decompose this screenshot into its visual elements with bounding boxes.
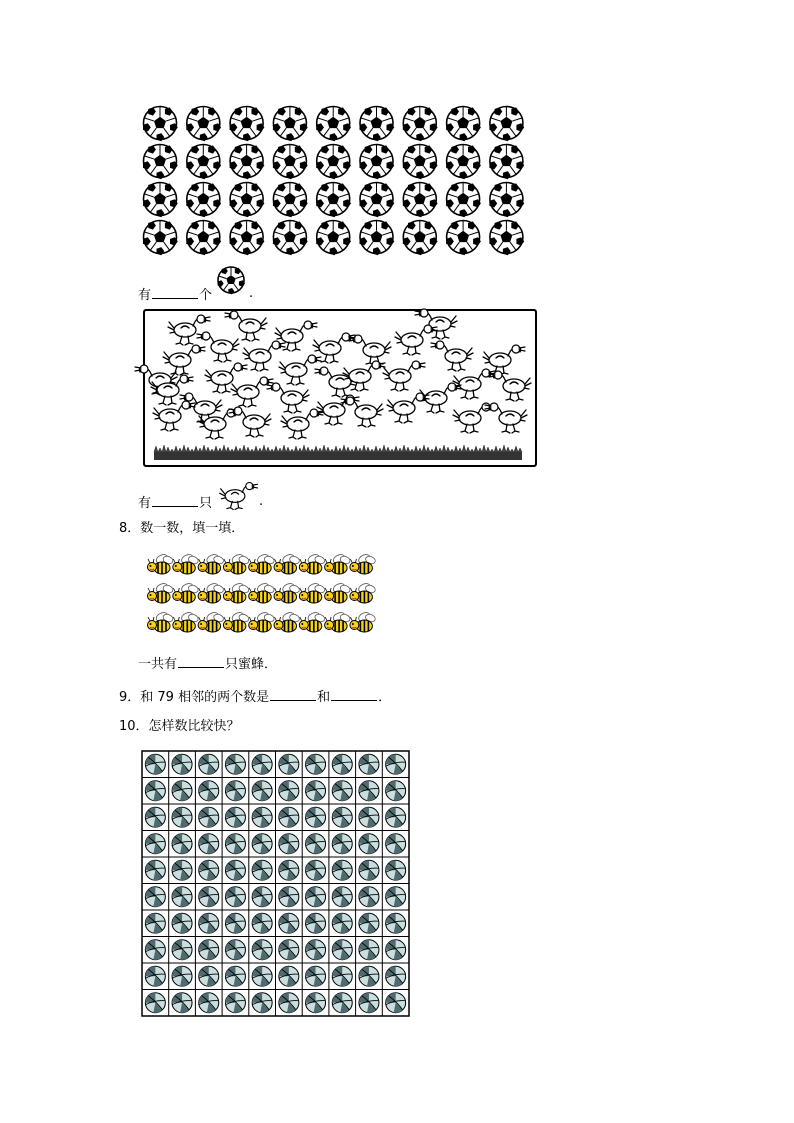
ball-icon bbox=[199, 940, 219, 960]
ball-icon bbox=[332, 966, 352, 986]
ball-icon bbox=[359, 966, 379, 986]
ball-icon bbox=[332, 913, 352, 933]
ball-icon bbox=[332, 993, 352, 1013]
ball-icon bbox=[279, 807, 299, 827]
ball-icon bbox=[172, 834, 192, 854]
ball-icon bbox=[279, 834, 299, 854]
question-10-number: 10． bbox=[119, 719, 149, 734]
ball-icon bbox=[306, 966, 326, 986]
ball-icon bbox=[386, 781, 406, 801]
ball-icon bbox=[252, 966, 272, 986]
ball-icon bbox=[279, 781, 299, 801]
ball-icon bbox=[279, 940, 299, 960]
ball-icon bbox=[199, 860, 219, 880]
ball-icon bbox=[199, 993, 219, 1013]
chick-answer-suffix: . bbox=[259, 494, 264, 509]
ball-icon bbox=[386, 754, 406, 774]
ball-icon bbox=[306, 754, 326, 774]
ball-icon bbox=[172, 754, 192, 774]
ball-icon bbox=[359, 887, 379, 907]
ball-icon bbox=[225, 807, 245, 827]
ball-icon bbox=[145, 781, 165, 801]
ball-icon bbox=[225, 781, 245, 801]
ball-icon bbox=[359, 860, 379, 880]
ball-icon bbox=[252, 940, 272, 960]
ball-icon bbox=[252, 887, 272, 907]
ball-icon bbox=[332, 834, 352, 854]
ball-icon bbox=[386, 966, 406, 986]
ball-icon bbox=[306, 807, 326, 827]
ball-icon bbox=[145, 860, 165, 880]
ball-icon bbox=[359, 754, 379, 774]
ball-icon bbox=[252, 754, 272, 774]
ball-icon bbox=[386, 913, 406, 933]
ball-icon bbox=[225, 940, 245, 960]
ball-icon bbox=[172, 781, 192, 801]
ball-icon bbox=[359, 940, 379, 960]
ball-icon bbox=[306, 834, 326, 854]
ball-icon bbox=[359, 781, 379, 801]
ball-icon bbox=[306, 993, 326, 1013]
ball-icon bbox=[172, 940, 192, 960]
ball-icon bbox=[386, 993, 406, 1013]
ball-icon bbox=[359, 834, 379, 854]
ball-icon bbox=[306, 860, 326, 880]
ball-icon bbox=[145, 940, 165, 960]
ball-icon bbox=[199, 966, 219, 986]
question-9-and: 和 bbox=[317, 690, 331, 705]
ball-icon bbox=[145, 887, 165, 907]
chick-answer-unit: 只 bbox=[199, 496, 213, 511]
question-8-number: 8． bbox=[119, 521, 141, 536]
ball-icon bbox=[199, 754, 219, 774]
ball-icon bbox=[172, 887, 192, 907]
question-8-answer-suffix: 只蜜蜂． bbox=[225, 657, 278, 672]
ball-icon bbox=[199, 913, 219, 933]
ball-icon bbox=[225, 860, 245, 880]
ball-icon bbox=[145, 807, 165, 827]
question-9-text: 和 79 相邻的两个数是 bbox=[140, 690, 270, 705]
ball-icon bbox=[199, 887, 219, 907]
ball-icon bbox=[332, 887, 352, 907]
ball-icon bbox=[332, 860, 352, 880]
ball-icon bbox=[225, 754, 245, 774]
ball-icon bbox=[306, 781, 326, 801]
ball-icon bbox=[225, 834, 245, 854]
question-8-title: 数一数，填一填． bbox=[140, 521, 245, 536]
football-answer-suffix: . bbox=[249, 286, 254, 301]
ball-icon bbox=[145, 754, 165, 774]
ball-icon bbox=[279, 887, 299, 907]
ball-icon bbox=[225, 887, 245, 907]
ball-icon bbox=[279, 754, 299, 774]
ball-icon bbox=[199, 834, 219, 854]
ball-icon bbox=[306, 913, 326, 933]
question-8-answer-prefix: 一共有 bbox=[138, 657, 178, 672]
ball-icon bbox=[332, 940, 352, 960]
ball-icon bbox=[172, 860, 192, 880]
ball-icon bbox=[279, 913, 299, 933]
ball-icon bbox=[332, 807, 352, 827]
ball-icon bbox=[199, 807, 219, 827]
ball-icon bbox=[252, 781, 272, 801]
ball-icon bbox=[225, 913, 245, 933]
ball-icon bbox=[145, 993, 165, 1013]
ball-icon bbox=[225, 966, 245, 986]
ball-icon bbox=[225, 993, 245, 1013]
question-9-end: ． bbox=[378, 690, 392, 705]
ball-icon bbox=[145, 913, 165, 933]
ball-icon bbox=[252, 834, 272, 854]
ball-icon bbox=[172, 913, 192, 933]
ball-icon bbox=[359, 807, 379, 827]
ball-icon bbox=[199, 781, 219, 801]
question-9-number: 9． bbox=[119, 690, 141, 705]
ball-icon bbox=[306, 940, 326, 960]
ball-icon bbox=[252, 807, 272, 827]
ball-icon bbox=[359, 993, 379, 1013]
ball-icon bbox=[332, 754, 352, 774]
ball-icon bbox=[279, 966, 299, 986]
ball-icon bbox=[145, 966, 165, 986]
ball-icon bbox=[386, 860, 406, 880]
ball-icon bbox=[279, 860, 299, 880]
ball-icon bbox=[252, 913, 272, 933]
football-answer-unit: 个 bbox=[199, 288, 213, 303]
ball-icon bbox=[172, 966, 192, 986]
ball-icon bbox=[332, 781, 352, 801]
football-answer-prefix: 有 bbox=[138, 288, 152, 303]
chick-answer-prefix: 有 bbox=[138, 496, 152, 511]
ball-icon bbox=[252, 860, 272, 880]
ball-icon bbox=[386, 834, 406, 854]
question-10-title: 怎样数比较快？ bbox=[148, 719, 240, 734]
ball-icon bbox=[172, 993, 192, 1013]
ball-icon bbox=[386, 807, 406, 827]
ball-icon bbox=[386, 887, 406, 907]
ball-icon bbox=[252, 993, 272, 1013]
ball-icon bbox=[386, 940, 406, 960]
ball-icon bbox=[145, 834, 165, 854]
ball-icon bbox=[279, 993, 299, 1013]
ball-icon bbox=[172, 807, 192, 827]
ball-icon bbox=[306, 887, 326, 907]
ball-icon bbox=[359, 913, 379, 933]
